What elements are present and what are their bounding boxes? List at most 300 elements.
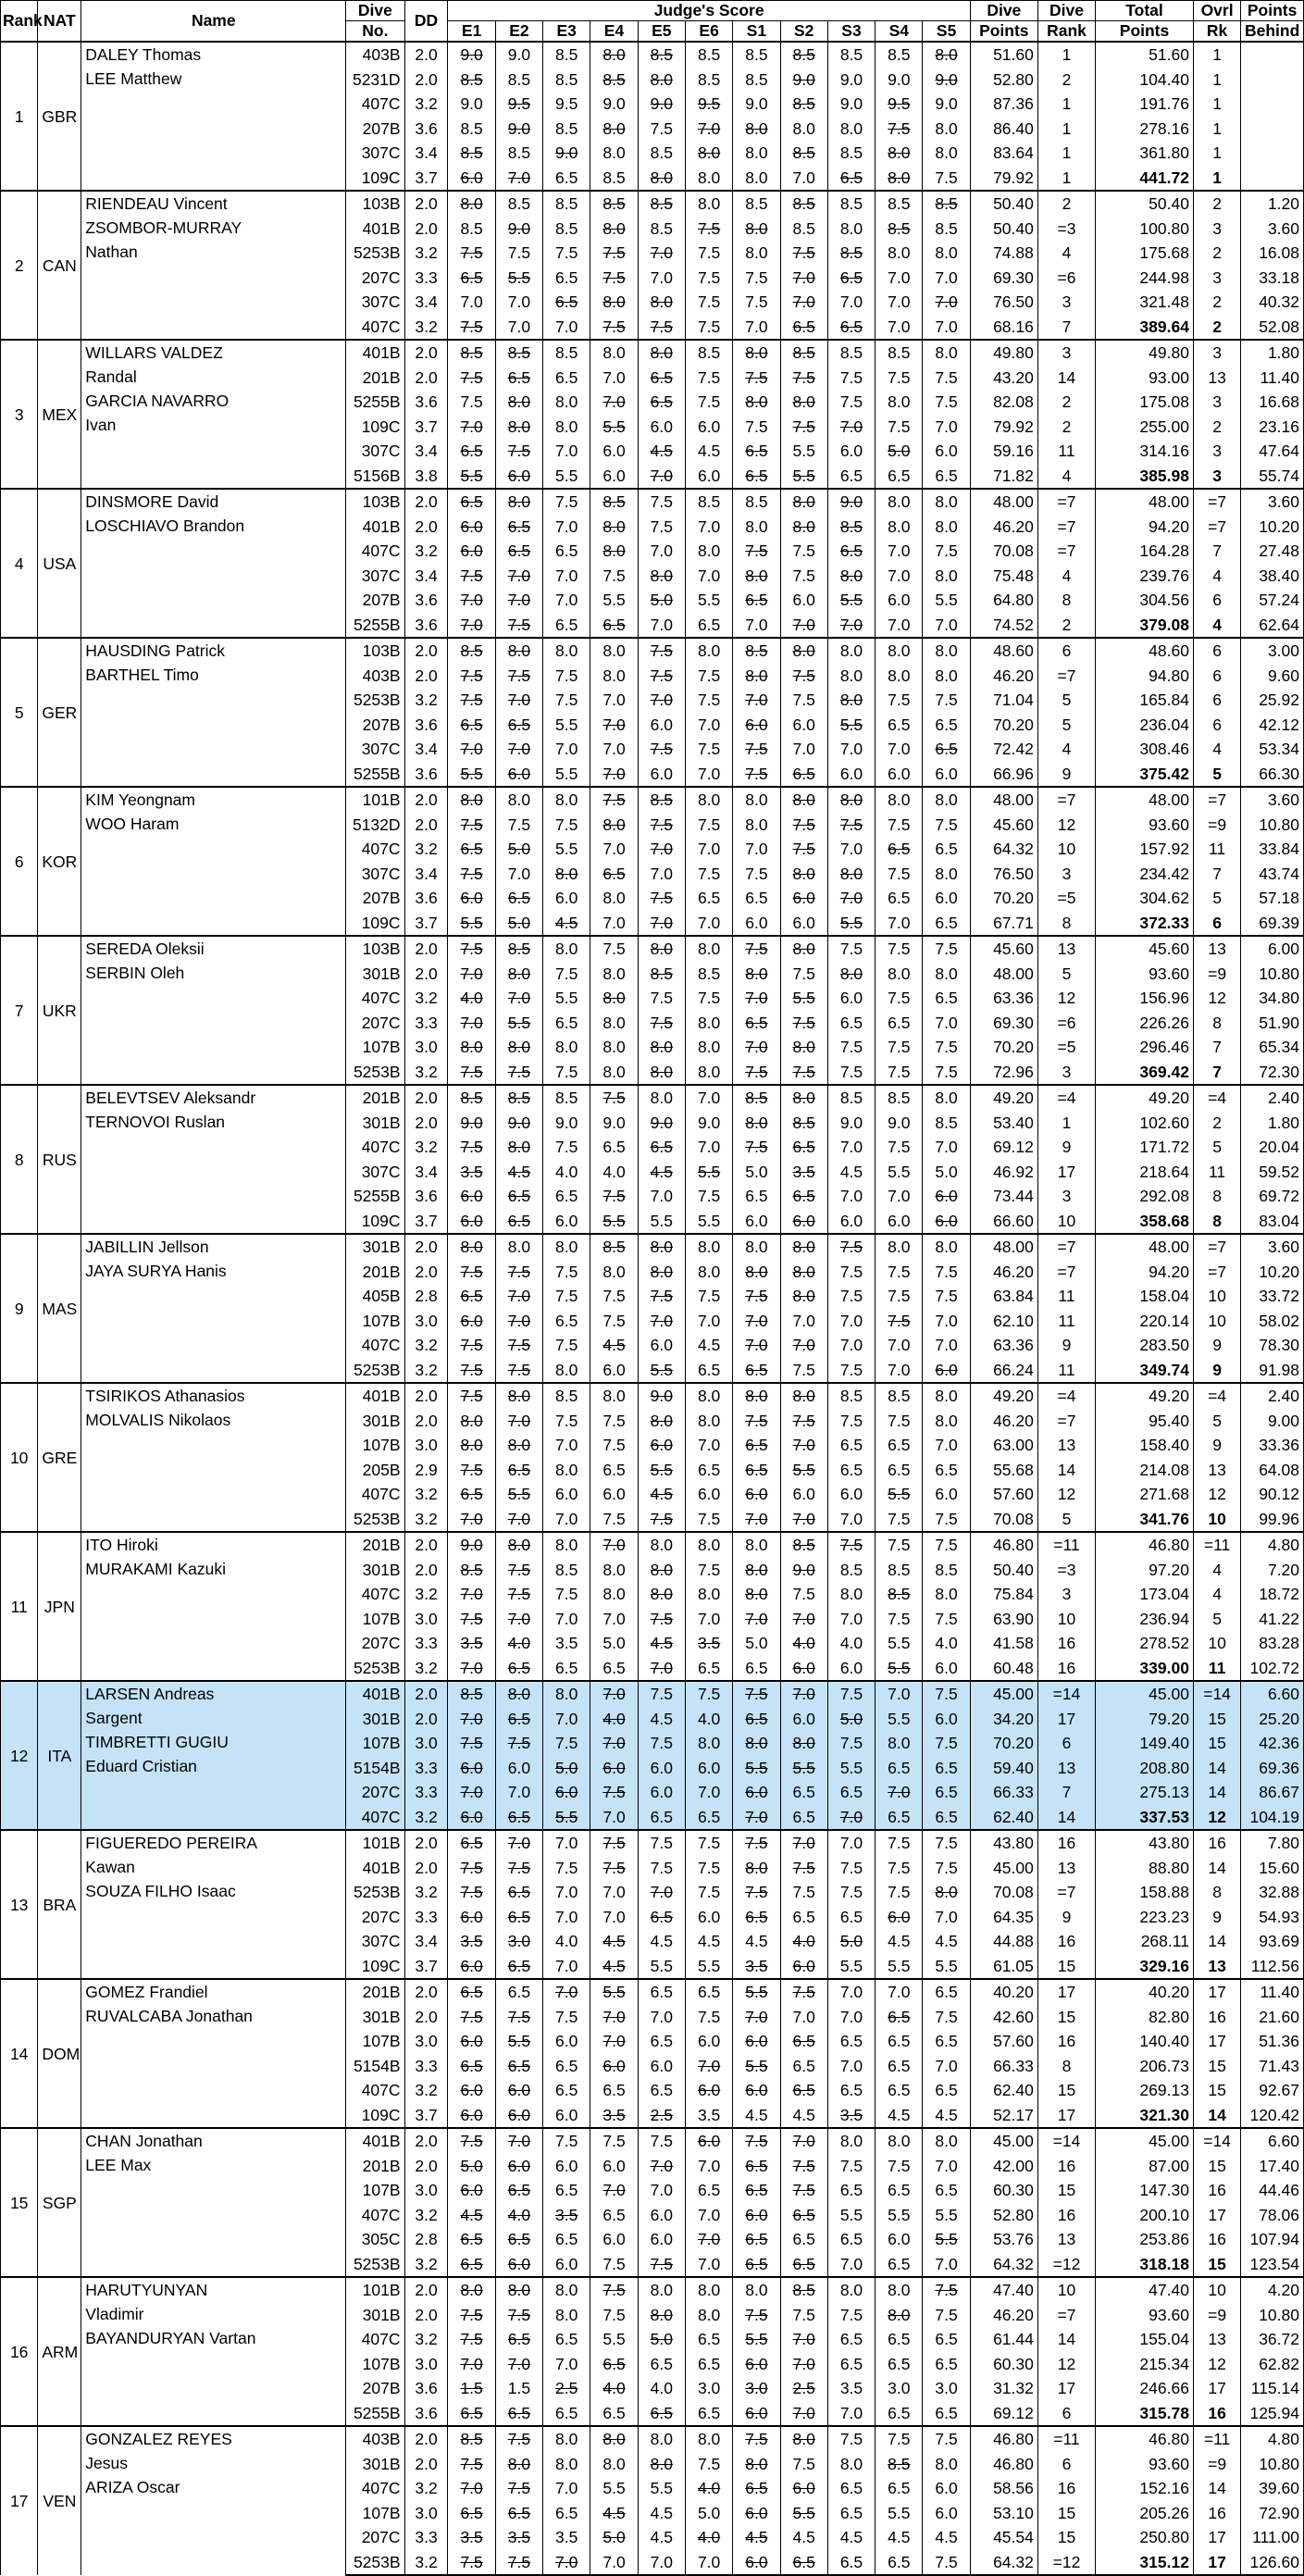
judge-score-cell: 7.0 [827,1309,875,1334]
points-behind-cell: 99.96 [1241,1507,1304,1533]
judge-score-cell: 6.5 [495,1458,542,1483]
judge-score-cell: 6.0 [923,1656,970,1682]
judge-score-cell: 7.0 [780,1433,827,1458]
judge-score-cell: 7.5 [590,1830,638,1856]
judge-score-cell: 8.0 [590,141,638,166]
dive-rank-cell: 8 [1037,911,1095,937]
judge-score-cell: 6.5 [827,1905,875,1930]
dive-number-cell: 307C [346,1929,404,1954]
dive-points-cell: 71.82 [970,464,1037,490]
judge-score-cell: 8.0 [733,2277,780,2303]
judge-score-cell: 8.5 [495,936,542,962]
judge-score-cell: 6.5 [876,1756,923,1781]
total-points-cell: 389.64 [1096,315,1194,341]
judge-score-cell: 7.5 [590,1085,638,1111]
overall-rank-cell: 2 [1193,241,1240,266]
judge-score-cell: 8.0 [876,787,923,813]
dive-rank-cell: =7 [1037,1260,1095,1285]
dive-row [1,2426,1304,2452]
judge-score-cell: 7.0 [543,1830,590,1856]
judge-score-cell: 7.5 [923,1830,970,1856]
judge-score-cell: 8.0 [733,166,780,192]
judge-score-cell: 7.0 [685,1085,732,1111]
judge-score-cell: 7.0 [685,837,732,862]
judge-score-cell: 8.5 [780,141,827,166]
judge-col-header: S3 [827,21,875,43]
judge-score-cell: 4.0 [543,1929,590,1954]
judge-score-cell: 7.0 [685,2252,732,2278]
judge-score-cell: 7.0 [495,1309,542,1334]
judge-score-cell: 6.5 [543,166,590,192]
judge-score-cell: 7.5 [827,1856,875,1881]
judge-score-cell: 8.0 [923,638,970,664]
judge-score-cell: 4.5 [733,2525,780,2550]
judge-score-cell: 8.5 [590,489,638,515]
difficulty-cell: 3.2 [404,986,448,1011]
judge-score-cell: 8.0 [685,539,732,564]
judge-score-cell: 8.0 [923,515,970,540]
judge-score-cell: 8.0 [543,1458,590,1483]
judge-score-cell: 3.5 [827,2103,875,2129]
judge-score-cell: 7.5 [638,1731,685,1756]
dive-number-cell: 301B [346,1234,404,1260]
points-behind-cell: 18.72 [1241,1582,1304,1607]
judge-score-cell: 7.5 [638,489,685,515]
judge-score-cell: 5.5 [827,713,875,738]
dive-number-cell: 207C [346,266,404,291]
dive-rank-cell: 16 [1037,2476,1095,2501]
judge-score-cell: 8.5 [495,340,542,366]
points-behind-cell: 11.40 [1241,1979,1304,2005]
dive-rank-cell: 15 [1037,2078,1095,2103]
judge-score-cell: 7.0 [448,2476,495,2501]
dive-number-cell: 5132D [346,813,404,838]
dive-rank-cell: 6 [1037,1731,1095,1756]
dive-rank-header-2: Rank [1037,21,1095,43]
dive-points-cell: 71.04 [970,688,1037,713]
athlete-name: RUVALCABA Jonathan [85,2007,253,2025]
nation-cell: SGP [38,2128,81,2277]
judge-score-cell: 9.0 [495,42,542,68]
judge-score-cell: 4.5 [780,2103,827,2129]
judge-score-cell: 6.0 [638,1756,685,1781]
dive-rank-cell: 10 [1037,1209,1095,1235]
judge-score-cell: 6.5 [638,2352,685,2377]
judge-score-cell: 6.0 [448,1209,495,1235]
judge-score-cell: 8.5 [448,68,495,93]
judge-score-cell: 7.5 [827,1060,875,1086]
judge-score-cell: 6.5 [543,2054,590,2079]
dive-points-cell: 79.92 [970,415,1037,440]
difficulty-cell: 2.0 [404,2154,448,2179]
rank-cell: 13 [1,1830,38,1979]
judge-score-cell: 8.5 [685,68,732,93]
nation-cell: MEX [38,340,81,489]
points-behind-cell: 36.72 [1241,2327,1304,2352]
overall-rank-cell: 9 [1193,1333,1240,1358]
dive-number-cell: 109C [346,166,404,192]
judge-score-cell: 6.5 [923,2352,970,2377]
judge-score-cell: 6.5 [590,1458,638,1483]
judge-score-cell: 7.0 [780,2128,827,2154]
judge-score-cell: 6.0 [780,2476,827,2501]
judge-score-cell: 6.0 [876,1905,923,1930]
dive-number-cell: 407C [346,92,404,117]
judge-score-cell: 6.5 [590,1135,638,1160]
judge-score-cell: 7.5 [543,1260,590,1285]
rank-cell: 14 [1,1979,38,2128]
difficulty-cell: 2.0 [404,515,448,540]
judge-score-cell: 8.0 [923,241,970,266]
athlete-name: DALEY Thomas [85,45,202,64]
judge-score-cell: 7.0 [495,1409,542,1434]
dive-rank-cell: 17 [1037,1160,1095,1185]
judge-score-cell: 6.0 [733,2029,780,2054]
judge-score-cell: 3.5 [733,1954,780,1980]
judge-score-cell: 7.5 [448,936,495,962]
total-points-cell: 158.88 [1096,1880,1194,1905]
judge-score-cell: 7.0 [827,886,875,911]
dive-number-cell: 5253B [346,241,404,266]
overall-rank-cell: 8 [1193,1011,1240,1036]
total-points-cell: 339.00 [1096,1656,1194,1682]
judge-score-cell: 8.5 [638,191,685,217]
rank-cell: 1 [1,42,38,191]
judge-score-cell: 8.0 [827,2128,875,2154]
judge-score-cell: 8.0 [685,787,732,813]
dive-points-cell: 43.80 [970,1830,1037,1856]
judge-score-cell: 6.5 [923,1780,970,1805]
judge-score-cell: 8.0 [685,141,732,166]
judge-score-cell: 6.5 [685,1979,732,2005]
judge-score-cell: 6.5 [543,2401,590,2427]
dive-number-cell: 207C [346,1780,404,1805]
dive-points-cell: 86.40 [970,117,1037,142]
judge-score-cell: 7.0 [733,1805,780,1831]
judge-score-cell: 8.0 [733,787,780,813]
overall-rank-cell: 6 [1193,588,1240,613]
judge-score-cell: 7.0 [638,241,685,266]
difficulty-cell: 3.4 [404,439,448,464]
judge-score-cell: 7.0 [495,986,542,1011]
dive-number-cell: 5253B [346,1880,404,1905]
judge-score-cell: 8.0 [780,1260,827,1285]
judge-score-cell: 7.0 [827,737,875,762]
judge-score-cell: 8.5 [780,42,827,68]
judge-score-cell: 6.5 [495,2178,542,2203]
judge-score-cell: 7.5 [543,962,590,987]
judge-score-cell: 8.0 [876,1731,923,1756]
judge-score-cell: 6.5 [923,1805,970,1831]
judge-score-cell: 8.5 [685,340,732,366]
difficulty-cell: 3.2 [404,2252,448,2278]
overall-rank-cell: 15 [1193,2252,1240,2278]
points-behind-cell: 25.20 [1241,1707,1304,1732]
dive-number-cell: 407C [346,315,404,341]
judge-score-cell: 7.5 [685,266,732,291]
judge-score-cell: 6.5 [876,1458,923,1483]
judge-score-cell: 4.5 [590,1333,638,1358]
judge-score-cell: 9.0 [638,1111,685,1136]
dive-points-cell: 48.00 [970,489,1037,515]
judge-score-cell: 7.5 [827,2303,875,2328]
judge-score-cell: 6.5 [780,1184,827,1209]
judge-score-cell: 6.5 [543,613,590,639]
judge-score-cell: 4.5 [876,1929,923,1954]
rank-cell: 16 [1,2277,38,2426]
judge-score-cell: 7.5 [923,1856,970,1881]
dive-number-cell: 5255B [346,390,404,415]
judge-score-cell: 8.5 [827,1558,875,1583]
judge-score-cell: 8.0 [685,166,732,192]
athletes-cell [81,936,346,1085]
judge-score-cell: 8.0 [780,862,827,887]
judge-score-cell: 7.5 [780,1409,827,1434]
judge-score-cell: 8.0 [590,117,638,142]
points-behind-cell: 69.72 [1241,1184,1304,1209]
judge-score-cell: 5.5 [876,1954,923,1980]
judge-score-cell: 7.5 [638,737,685,762]
judge-score-cell: 7.5 [448,2128,495,2154]
judge-score-cell: 8.0 [923,1582,970,1607]
dive-points-cell: 50.40 [970,1558,1037,1583]
judge-score-cell: 6.0 [638,762,685,788]
judge-score-cell: 7.0 [495,688,542,713]
judge-score-cell: 7.5 [780,564,827,589]
dive-number-cell: 205B [346,1458,404,1483]
dive-number-cell: 407C [346,2327,404,2352]
points-behind-cell: 78.30 [1241,1333,1304,1358]
judge-score-cell: 6.0 [590,464,638,490]
athletes-cell [81,787,346,936]
athlete-name: LOSCHIAVO Brandon [85,516,245,535]
difficulty-cell: 3.2 [404,688,448,713]
judge-score-cell: 7.5 [495,2476,542,2501]
judge-score-cell: 7.0 [590,1731,638,1756]
judge-score-cell: 5.5 [827,2203,875,2228]
judge-score-cell: 5.5 [638,1209,685,1235]
judge-score-cell: 6.5 [495,2327,542,2352]
judge-score-cell: 7.5 [733,936,780,962]
judge-score-cell: 7.5 [495,1856,542,1881]
judge-score-cell: 5.5 [638,2476,685,2501]
total-points-cell: 283.50 [1096,1333,1194,1358]
judge-score-cell: 7.5 [685,290,732,315]
dive-rank-cell: 16 [1037,2154,1095,2179]
judge-score-cell: 7.5 [638,117,685,142]
judge-score-cell: 7.5 [923,1731,970,1756]
overall-rank-cell: =11 [1193,1532,1240,1558]
judge-score-cell: 8.5 [448,117,495,142]
difficulty-cell: 3.2 [404,241,448,266]
judge-score-cell: 6.0 [638,713,685,738]
difficulty-cell: 3.0 [404,2501,448,2526]
judge-score-cell: 5.5 [876,1482,923,1507]
judge-score-cell: 6.0 [876,762,923,788]
judge-score-cell: 7.0 [590,2005,638,2030]
dive-row [1,42,1304,68]
dive-rank-cell: =7 [1037,1409,1095,1434]
judge-score-cell: 8.0 [590,638,638,664]
judge-score-cell: 6.5 [590,2078,638,2103]
dive-points-cell: 45.00 [970,2128,1037,2154]
athlete-name: Jesus [85,2454,129,2472]
judge-score-cell: 6.5 [543,290,590,315]
judge-score-cell: 7.5 [923,1607,970,1632]
judge-score-cell: 6.5 [495,1905,542,1930]
judge-score-cell: 4.0 [448,986,495,1011]
judge-score-cell: 7.5 [590,266,638,291]
judge-score-cell: 8.0 [590,1260,638,1285]
judge-score-cell: 8.5 [876,191,923,217]
points-behind-cell: 51.36 [1241,2029,1304,2054]
judge-score-cell: 7.5 [733,1409,780,1434]
judge-score-cell: 8.0 [543,2426,590,2452]
judge-score-cell: 7.0 [638,1656,685,1682]
judge-score-cell: 8.0 [780,1234,827,1260]
overall-rank-cell: =9 [1193,2452,1240,2477]
dive-rank-cell: 8 [1037,2054,1095,2079]
overall-rank-cell: 16 [1193,1830,1240,1856]
difficulty-cell: 3.6 [404,2401,448,2427]
judge-score-cell: 6.5 [876,2029,923,2054]
judge-score-cell: 7.0 [876,1358,923,1384]
dive-number-cell: 307C [346,862,404,887]
judge-score-cell: 8.0 [876,241,923,266]
judge-score-cell: 8.0 [543,2303,590,2328]
judge-score-cell: 6.0 [733,1482,780,1507]
athletes-cell [81,1532,346,1681]
judge-score-cell: 8.0 [495,2277,542,2303]
difficulty-cell: 3.0 [404,1309,448,1334]
judge-score-cell: 7.5 [780,1011,827,1036]
judge-score-cell: 7.5 [543,1333,590,1358]
judge-score-cell: 6.5 [638,1979,685,2005]
judge-score-cell: 6.5 [448,2054,495,2079]
dive-rank-cell: 12 [1037,813,1095,838]
judge-score-cell: 6.5 [827,166,875,192]
overall-rank-cell: =11 [1193,2426,1240,2452]
dive-points-cell: 55.68 [970,1458,1037,1483]
judge-score-cell: 6.0 [448,1309,495,1334]
difficulty-cell: 3.3 [404,2054,448,2079]
judge-score-cell: 6.5 [638,2078,685,2103]
judge-score-cell: 6.0 [590,2154,638,2179]
dive-row [1,638,1304,664]
dive-points-cell: 46.20 [970,1409,1037,1434]
judge-score-cell: 3.5 [780,1160,827,1185]
overall-rank-cell: 1 [1193,117,1240,142]
points-behind-cell: 64.08 [1241,1458,1304,1483]
dive-points-cell: 66.24 [970,1358,1037,1384]
judge-score-cell: 6.5 [448,2227,495,2252]
judge-score-cell: 7.5 [733,539,780,564]
judge-score-cell: 8.0 [495,415,542,440]
total-points-cell: 49.20 [1096,1383,1194,1409]
difficulty-cell: 2.0 [404,2128,448,2154]
judge-score-cell: 7.5 [685,1856,732,1881]
dive-rank-cell: 13 [1037,936,1095,962]
dive-rank-cell: 2 [1037,68,1095,93]
judge-score-cell: 8.0 [590,2426,638,2452]
judge-score-cell: 8.5 [827,1383,875,1409]
judge-score-cell: 6.5 [638,2029,685,2054]
judge-score-cell: 6.5 [685,2352,732,2377]
judge-score-cell: 6.5 [923,2078,970,2103]
judge-score-cell: 7.0 [780,1681,827,1707]
dive-points-cell: 46.20 [970,1260,1037,1285]
judge-score-cell: 8.0 [827,664,875,689]
judge-score-cell: 7.0 [733,1309,780,1334]
dive-number-cell: 407C [346,539,404,564]
judge-score-cell: 6.5 [780,2550,827,2576]
judge-score-cell: 7.0 [685,2203,732,2228]
athletes-cell [81,1085,346,1234]
dive-row [1,2128,1304,2154]
dive-rank-cell: 3 [1037,1582,1095,1607]
judge-score-cell: 7.5 [733,2303,780,2328]
total-points-cell: 45.00 [1096,1681,1194,1707]
difficulty-cell: 2.0 [404,1558,448,1583]
judge-score-cell: 7.0 [448,290,495,315]
judge-score-cell: 7.0 [827,1333,875,1358]
judge-score-cell: 8.5 [733,489,780,515]
judge-score-cell: 4.5 [733,2103,780,2129]
judge-score-cell: 8.0 [780,2426,827,2452]
points-behind-cell: 3.60 [1241,1234,1304,1260]
difficulty-cell: 3.2 [404,1358,448,1384]
judge-score-cell: 6.5 [733,2227,780,2252]
judge-score-cell: 8.0 [733,141,780,166]
dive-rank-cell: =4 [1037,1085,1095,1111]
judge-score-cell: 7.0 [638,539,685,564]
dive-number-cell: 405B [346,1284,404,1309]
difficulty-cell: 3.3 [404,1756,448,1781]
athlete-name: Kawan [85,1858,135,1876]
dive-points-cell: 42.00 [970,2154,1037,2179]
judge-score-cell: 7.5 [590,1309,638,1334]
judge-score-cell: 8.0 [638,290,685,315]
judge-score-cell: 8.0 [448,2277,495,2303]
athlete-name: LEE Matthew [85,69,182,88]
total-points-cell: 100.80 [1096,217,1194,242]
judge-score-cell: 7.0 [543,2476,590,2501]
judge-score-cell: 7.5 [685,217,732,242]
judge-score-cell: 7.0 [543,588,590,613]
judge-score-cell: 8.5 [876,1558,923,1583]
judge-score-cell: 6.0 [733,1209,780,1235]
judge-score-cell: 6.0 [495,2078,542,2103]
difficulty-cell: 3.3 [404,1905,448,1930]
overall-rank-cell: 6 [1193,638,1240,664]
overall-rank-cell: =4 [1193,1383,1240,1409]
dive-rank-cell: 12 [1037,1482,1095,1507]
points-behind-cell: 71.43 [1241,2054,1304,2079]
dive-number-cell: 103B [346,191,404,217]
total-points-cell: 93.60 [1096,2452,1194,2477]
judge-score-cell: 7.0 [876,1979,923,2005]
judge-score-cell: 7.0 [923,1011,970,1036]
difficulty-cell: 2.0 [404,962,448,987]
difficulty-cell: 3.2 [404,539,448,564]
judge-score-cell: 7.0 [590,1880,638,1905]
judge-score-cell: 5.5 [638,1458,685,1483]
athlete-name: WILLARS VALDEZ [85,343,223,362]
dive-rank-cell: =5 [1037,886,1095,911]
points-behind-cell: 92.67 [1241,2078,1304,2103]
judge-score-cell: 5.5 [780,1458,827,1483]
judge-score-cell: 5.5 [590,1209,638,1235]
